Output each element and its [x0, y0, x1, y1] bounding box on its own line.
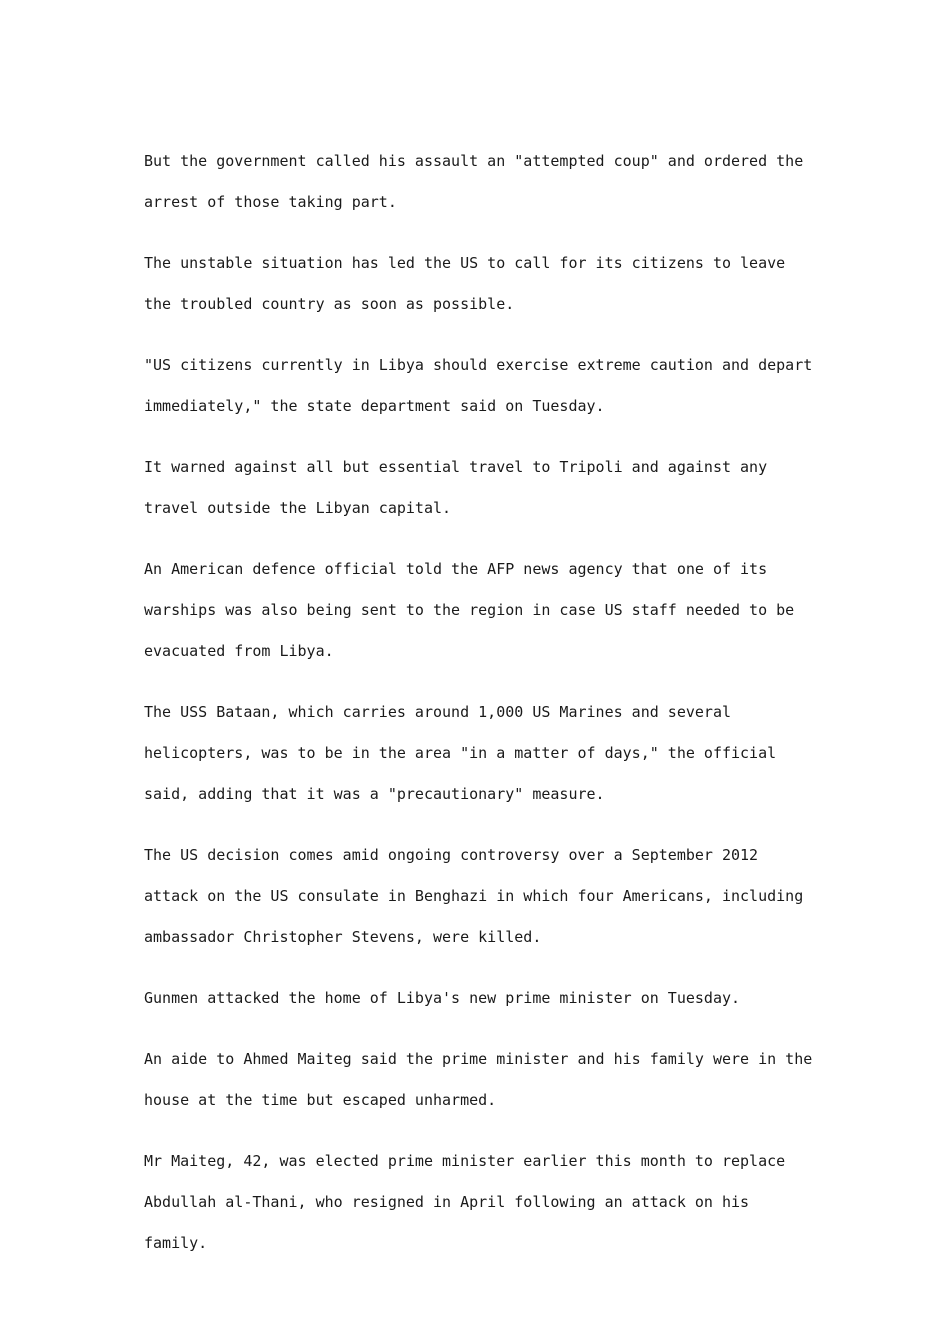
article-body [144, 141, 822, 1284]
paragraph-2: The unstable situation has led the US to call for its citizens to leave the troubled country as soon as possible. [144, 254, 795, 313]
paragraph-5: An American defence official told the AFP news agency that one of its warships was also being sent to the region in case US staff needed to be evacuated from Libya. [144, 560, 804, 660]
paragraph-1: But the government called his assault an "attempted coup" and ordered the arrest of those taking part. [144, 152, 813, 211]
paragraph-9: An aide to Ahmed Maiteg said the prime minister and his family were in the house at the time but escaped unharmed. [144, 1050, 822, 1109]
paragraph-6: The USS Bataan, which carries around 1,000 US Marines and several helicopters, was to be in the area "in a matter of days," the official said, adding that it was a "precautionary" measure. [144, 703, 786, 803]
paragraph-7: The US decision comes amid ongoing controversy over a September 2012 attack on the US consulate in Benghazi in which four Americans, including ambassador Christopher Stevens, were killed. [144, 846, 813, 946]
paragraph-3: "US citizens currently in Libya should exercise extreme caution and depart immediately," the state department said on Tuesday. [144, 356, 822, 415]
paragraph-4: It warned against all but essential travel to Tripoli and against any travel outside the Libyan capital. [144, 458, 777, 517]
paragraph-8: Gunmen attacked the home of Libya's new prime minister on Tuesday. [144, 989, 741, 1007]
paragraph-10: Mr Maiteg, 42, was elected prime minister earlier this month to replace Abdullah al-Thani, who resigned in April following an attack on his family. [144, 1152, 795, 1252]
